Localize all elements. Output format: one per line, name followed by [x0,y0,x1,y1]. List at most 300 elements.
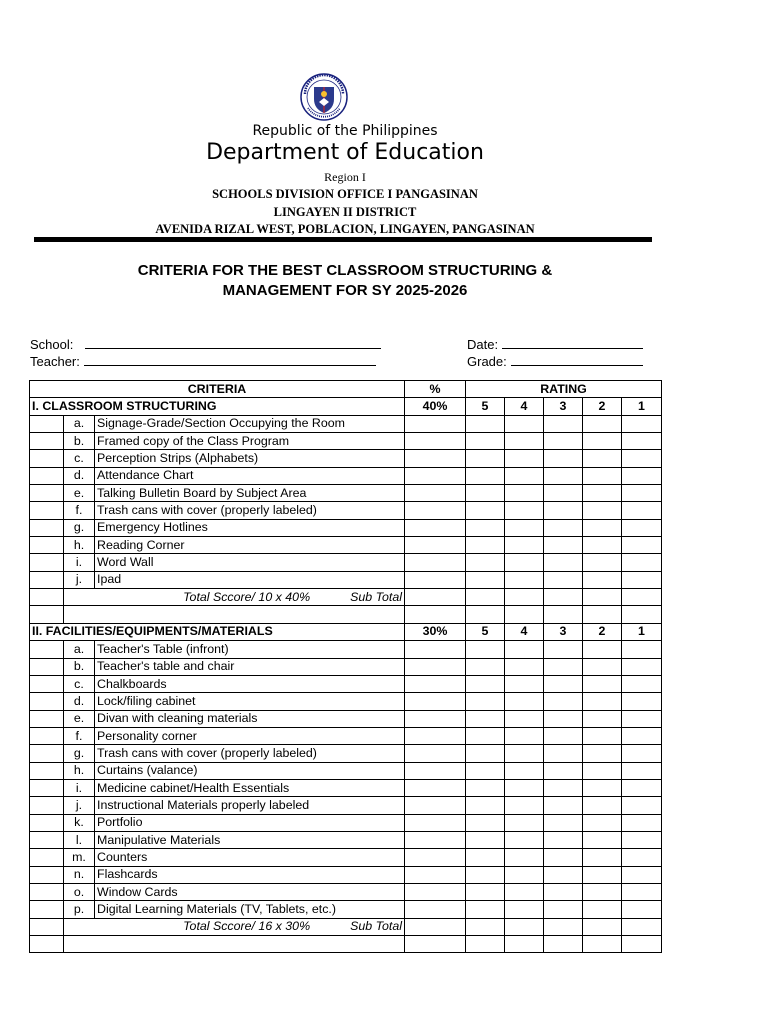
percent-cell[interactable] [405,433,466,450]
rating-cell[interactable] [466,502,505,519]
rating-cell[interactable] [622,849,662,866]
subtotal-label: Sub Total [350,589,402,604]
rating-cell[interactable] [505,519,544,536]
criteria-item-row [30,797,662,814]
rating-cell[interactable] [622,675,662,692]
item-spacer-cell [30,831,64,848]
item-text: Divan with cleaning materials [95,710,405,727]
rating-cell[interactable] [583,814,622,831]
rating-label: 3 [544,398,583,415]
item-letter: f. [64,502,95,519]
rating-cell[interactable] [622,658,662,675]
rating-cell[interactable] [622,762,662,779]
percent-cell[interactable] [405,641,466,658]
rating-cell[interactable] [466,675,505,692]
rating-cell[interactable] [505,467,544,484]
percent-cell[interactable] [405,537,466,554]
rating-label: 1 [622,623,662,640]
rating-cell[interactable] [583,554,622,571]
subtotal-rating-cell[interactable] [544,589,583,606]
percent-cell[interactable] [405,814,466,831]
item-spacer-cell [30,883,64,900]
blank-cell [622,606,662,623]
criteria-item-row [30,658,662,675]
rating-cell[interactable] [622,450,662,467]
percent-cell[interactable] [405,415,466,432]
item-spacer-cell [30,797,64,814]
rating-cell[interactable] [505,450,544,467]
rating-cell[interactable] [622,554,662,571]
blank-cell [505,936,544,953]
rating-cell[interactable] [505,901,544,918]
rating-cell[interactable] [544,641,583,658]
criteria-item-row [30,693,662,710]
item-letter: b. [64,658,95,675]
rating-cell[interactable] [583,883,622,900]
rating-cell[interactable] [505,710,544,727]
item-text: Digital Learning Materials (TV, Tablets, etc.) [95,901,405,918]
rating-cell[interactable] [622,866,662,883]
rating-cell[interactable] [544,415,583,432]
rating-cell[interactable] [505,658,544,675]
item-letter: l. [64,831,95,848]
rating-cell[interactable] [622,571,662,588]
item-letter: p. [64,901,95,918]
item-text: Flashcards [95,866,405,883]
division-heading: SCHOOLS DIVISION OFFICE I PANGASINAN [212,187,478,201]
rating-cell[interactable] [622,901,662,918]
criteria-item-row [30,554,662,571]
rating-cell[interactable] [583,901,622,918]
percent-cell[interactable] [405,849,466,866]
rating-cell[interactable] [583,849,622,866]
subtotal-percent-cell[interactable] [405,918,466,935]
school-blank[interactable] [85,337,381,349]
rating-cell[interactable] [544,433,583,450]
subtotal-rating-cell[interactable] [505,589,544,606]
rating-cell[interactable] [544,675,583,692]
rating-cell[interactable] [505,693,544,710]
percent-cell[interactable] [405,762,466,779]
percent-cell[interactable] [405,901,466,918]
blank-cell [622,936,662,953]
rating-cell[interactable] [622,485,662,502]
rating-cell[interactable] [622,641,662,658]
total-score-label: Total Sccore/ 10 x 40% [183,589,311,604]
percent-cell[interactable] [405,710,466,727]
rating-cell[interactable] [466,849,505,866]
rating-cell[interactable] [505,797,544,814]
department-heading: Department of Education [206,140,484,165]
rating-cell[interactable] [622,433,662,450]
item-letter: f. [64,727,95,744]
item-letter: i. [64,554,95,571]
subtotal-percent-cell[interactable] [405,589,466,606]
rating-cell[interactable] [583,415,622,432]
school-field [30,337,381,352]
item-letter: a. [64,641,95,658]
item-letter: g. [64,745,95,762]
rating-cell[interactable] [505,762,544,779]
item-letter: e. [64,485,95,502]
rating-cell[interactable] [466,693,505,710]
subtotal-rating-cell[interactable] [622,589,662,606]
item-text: Lock/filing cabinet [95,693,405,710]
item-spacer-cell [30,415,64,432]
rating-label: 5 [466,398,505,415]
percent-header: % [405,381,466,398]
grade-field [467,354,643,369]
document-title-line2: MANAGEMENT FOR SY 2025-2026 [222,282,468,299]
item-text: Attendance Chart [95,467,405,484]
item-spacer-cell [30,779,64,796]
item-letter: j. [64,797,95,814]
rating-cell[interactable] [583,571,622,588]
item-spacer-cell [30,814,64,831]
item-spacer-cell [30,658,64,675]
percent-cell[interactable] [405,693,466,710]
rating-cell[interactable] [622,727,662,744]
rating-cell[interactable] [505,745,544,762]
subtotal-rating-cell[interactable] [583,918,622,935]
criteria-item-row [30,814,662,831]
item-text: Portfolio [95,814,405,831]
percent-cell[interactable] [405,831,466,848]
rating-cell[interactable] [583,710,622,727]
rating-cell[interactable] [544,467,583,484]
rating-cell[interactable] [466,658,505,675]
criteria-item-row [30,901,662,918]
rating-cell[interactable] [583,779,622,796]
subtotal-rating-cell[interactable] [544,918,583,935]
section-title: I. CLASSROOM STRUCTURING [30,398,405,415]
blank-row [30,936,662,953]
rating-cell[interactable] [583,693,622,710]
document-title-line1: CRITERIA FOR THE BEST CLASSROOM STRUCTURING & [137,262,553,279]
rating-cell[interactable] [544,693,583,710]
rating-label: 1 [622,398,662,415]
rating-cell[interactable] [583,519,622,536]
percent-cell[interactable] [405,554,466,571]
percent-cell[interactable] [405,571,466,588]
rating-cell[interactable] [622,814,662,831]
percent-cell[interactable] [405,485,466,502]
rating-cell[interactable] [544,779,583,796]
teacher-field [30,354,376,369]
rating-cell[interactable] [466,571,505,588]
blank-cell [30,606,64,623]
item-text: Trash cans with cover (properly labeled) [95,745,405,762]
subtotal-rating-cell[interactable] [466,918,505,935]
blank-cell [505,606,544,623]
subtotal-rating-cell[interactable] [505,918,544,935]
district-heading: LINGAYEN II DISTRICT [273,205,417,219]
percent-cell[interactable] [405,797,466,814]
item-spacer-cell [30,866,64,883]
criteria-item-row [30,571,662,588]
rating-cell[interactable] [544,450,583,467]
rating-cell[interactable] [466,831,505,848]
criteria-table [29,380,662,953]
rating-cell[interactable] [544,762,583,779]
item-text: Chalkboards [95,675,405,692]
item-spacer-cell [30,745,64,762]
rating-label: 2 [583,623,622,640]
rating-cell[interactable] [505,814,544,831]
rating-cell[interactable] [544,519,583,536]
criteria-item-row [30,415,662,432]
rating-cell[interactable] [622,831,662,848]
date-blank[interactable] [502,337,643,349]
total-score-row [30,589,662,606]
item-text: Teacher's table and chair [95,658,405,675]
item-text: Talking Bulletin Board by Subject Area [95,485,405,502]
item-letter: c. [64,675,95,692]
item-spacer-cell [30,450,64,467]
rating-cell[interactable] [505,502,544,519]
rating-cell[interactable] [583,831,622,848]
item-letter: n. [64,866,95,883]
rating-cell[interactable] [466,554,505,571]
rating-cell[interactable] [544,797,583,814]
percent-cell[interactable] [405,727,466,744]
table-header-row [30,381,662,398]
rating-cell[interactable] [544,849,583,866]
rating-cell[interactable] [466,433,505,450]
rating-cell[interactable] [622,537,662,554]
rating-cell[interactable] [583,433,622,450]
item-text: Framed copy of the Class Program [95,433,405,450]
rating-cell[interactable] [505,641,544,658]
total-score-cell [64,918,405,935]
address-heading: AVENIDA RIZAL WEST, POBLACION, LINGAYEN, PANGASINAN [155,222,535,236]
item-spacer-cell [30,537,64,554]
rating-cell[interactable] [466,883,505,900]
rating-cell[interactable] [583,762,622,779]
rating-cell[interactable] [466,519,505,536]
blank-cell [544,936,583,953]
rating-cell[interactable] [544,745,583,762]
criteria-item-row [30,831,662,848]
section-header-row [30,398,662,415]
criteria-item-row [30,866,662,883]
rating-header: RATING [466,381,662,398]
blank-cell [64,936,405,953]
criteria-item-row [30,745,662,762]
blank-cell [583,606,622,623]
criteria-item-row [30,433,662,450]
date-label: Date: [467,337,499,352]
rating-cell[interactable] [583,485,622,502]
rating-cell[interactable] [544,866,583,883]
section-title: II. FACILITIES/EQUIPMENTS/MATERIALS [30,623,405,640]
item-text: Medicine cabinet/Health Essentials [95,779,405,796]
rating-cell[interactable] [466,814,505,831]
percent-cell[interactable] [405,675,466,692]
item-text: Manipulative Materials [95,831,405,848]
percent-cell[interactable] [405,502,466,519]
grade-label: Grade: [467,354,507,369]
rating-cell[interactable] [583,727,622,744]
item-letter: d. [64,467,95,484]
rating-cell[interactable] [544,554,583,571]
total-spacer-cell [30,918,64,935]
rating-cell[interactable] [583,450,622,467]
rating-cell[interactable] [466,710,505,727]
subtotal-rating-cell[interactable] [622,918,662,935]
rating-cell[interactable] [466,641,505,658]
rating-cell[interactable] [544,571,583,588]
subtotal-label: Sub Total [350,919,402,934]
teacher-blank[interactable] [84,354,376,366]
rating-cell[interactable] [622,693,662,710]
percent-cell[interactable] [405,658,466,675]
rating-cell[interactable] [505,727,544,744]
rating-cell[interactable] [583,675,622,692]
rating-cell[interactable] [505,831,544,848]
blank-cell [466,606,505,623]
rating-cell[interactable] [466,762,505,779]
rating-cell[interactable] [505,883,544,900]
rating-cell[interactable] [622,467,662,484]
total-spacer-cell [30,589,64,606]
blank-cell [30,936,64,953]
rating-cell[interactable] [544,502,583,519]
rating-cell[interactable] [583,797,622,814]
rating-cell[interactable] [466,745,505,762]
rating-cell[interactable] [622,883,662,900]
percent-cell[interactable] [405,779,466,796]
school-label: School: [30,337,74,352]
item-spacer-cell [30,693,64,710]
item-letter: o. [64,883,95,900]
rating-cell[interactable] [466,866,505,883]
rating-cell[interactable] [466,727,505,744]
subtotal-rating-cell[interactable] [583,589,622,606]
rating-cell[interactable] [622,797,662,814]
rating-label: 4 [505,398,544,415]
rating-cell[interactable] [505,866,544,883]
rating-cell[interactable] [466,467,505,484]
rating-cell[interactable] [466,797,505,814]
date-field [467,337,643,352]
item-spacer-cell [30,675,64,692]
rating-cell[interactable] [622,745,662,762]
grade-blank[interactable] [511,354,643,366]
criteria-item-row [30,450,662,467]
criteria-item-row [30,537,662,554]
total-score-label: Total Sccore/ 16 x 30% [183,919,311,934]
rating-cell[interactable] [583,467,622,484]
blank-cell [466,936,505,953]
rating-cell[interactable] [583,502,622,519]
subtotal-rating-cell[interactable] [466,589,505,606]
percent-cell[interactable] [405,450,466,467]
rating-cell[interactable] [544,814,583,831]
item-text: Teacher's Table (infront) [95,641,405,658]
rating-cell[interactable] [505,554,544,571]
rating-cell[interactable] [505,485,544,502]
criteria-item-row [30,675,662,692]
rating-cell[interactable] [544,727,583,744]
item-letter: h. [64,537,95,554]
percent-cell[interactable] [405,467,466,484]
rating-cell[interactable] [466,901,505,918]
percent-cell[interactable] [405,866,466,883]
section-header-row [30,623,662,640]
rating-cell[interactable] [544,485,583,502]
item-text: Ipad [95,571,405,588]
rating-cell[interactable] [544,537,583,554]
total-score-row [30,918,662,935]
rating-cell[interactable] [622,779,662,796]
criteria-item-row [30,519,662,536]
percent-cell[interactable] [405,883,466,900]
rating-cell[interactable] [544,658,583,675]
percent-cell[interactable] [405,519,466,536]
rating-cell[interactable] [466,485,505,502]
item-letter: k. [64,814,95,831]
rating-cell[interactable] [544,831,583,848]
rating-cell[interactable] [583,641,622,658]
item-text: Perception Strips (Alphabets) [95,450,405,467]
rating-cell[interactable] [466,450,505,467]
criteria-item-row [30,710,662,727]
item-spacer-cell [30,641,64,658]
item-letter: i. [64,779,95,796]
rating-cell[interactable] [544,901,583,918]
item-letter: h. [64,762,95,779]
item-spacer-cell [30,433,64,450]
criteria-item-row [30,467,662,484]
percent-cell[interactable] [405,745,466,762]
teacher-label: Teacher: [30,354,80,369]
rating-cell[interactable] [544,710,583,727]
item-text: Signage-Grade/Section Occupying the Room [95,415,405,432]
rating-cell[interactable] [622,710,662,727]
rating-cell[interactable] [583,866,622,883]
rating-cell[interactable] [466,537,505,554]
rating-cell[interactable] [505,675,544,692]
criteria-header: CRITERIA [30,381,405,398]
rating-cell[interactable] [505,415,544,432]
rating-cell[interactable] [466,415,505,432]
section-percent: 40% [405,398,466,415]
item-text: Reading Corner [95,537,405,554]
rating-cell[interactable] [622,519,662,536]
rating-cell[interactable] [622,502,662,519]
rating-cell[interactable] [466,779,505,796]
rating-cell[interactable] [505,537,544,554]
rating-cell[interactable] [505,433,544,450]
item-spacer-cell [30,554,64,571]
item-spacer-cell [30,849,64,866]
rating-cell[interactable] [505,779,544,796]
rating-cell[interactable] [622,415,662,432]
rating-cell[interactable] [544,883,583,900]
rating-label: 5 [466,623,505,640]
rating-cell[interactable] [583,658,622,675]
rating-cell[interactable] [583,745,622,762]
rating-cell[interactable] [583,537,622,554]
criteria-item-row [30,779,662,796]
item-letter: g. [64,519,95,536]
item-text: Emergency Hotlines [95,519,405,536]
republic-heading: Republic of the Philippines [252,123,438,139]
rating-cell[interactable] [505,849,544,866]
rating-cell[interactable] [505,571,544,588]
blank-cell [405,936,466,953]
